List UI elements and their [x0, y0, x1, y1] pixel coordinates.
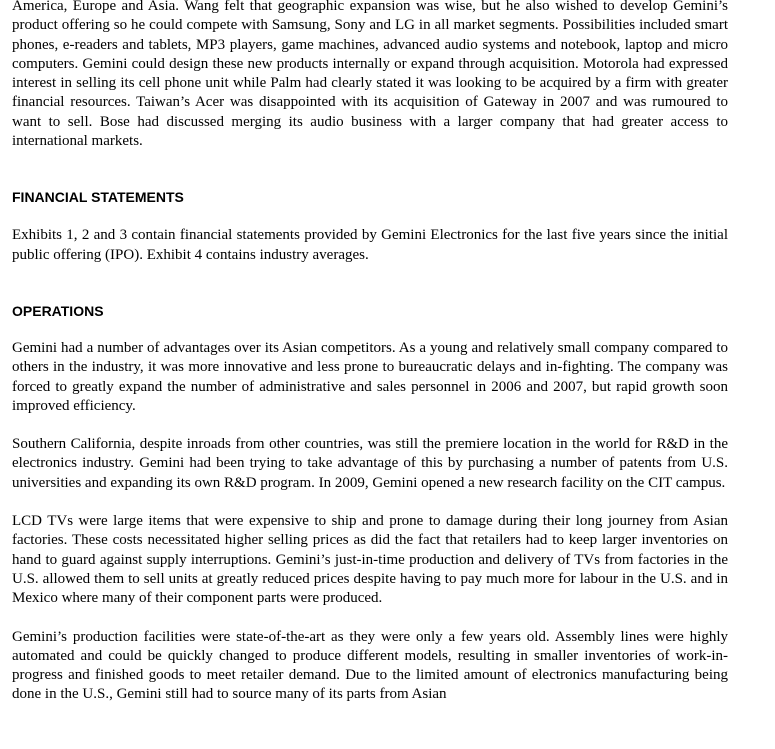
financial-statements-heading: FINANCIAL STATEMENTS [12, 189, 184, 206]
operations-paragraph: Gemini had a number of advantages over its Asian competitors. As a young and relatively small company compared to others in the industry, it was more innovative and less prone to bureaucratic delays and in-fighting. The company was forced to greatly expand the number of administrative and sales personnel in 2006 and 2007, but rapid growth soon improved efficiency. [12, 339, 728, 414]
operations-heading: OPERATIONS [12, 302, 104, 319]
intro-paragraph: America, Europe and Asia. Wang felt that geographic expansion was wise, but he also wished to develop Gemini’s product offering so he could compete with Samsung, Sony and LG in all market segments. Possibilities included smart phones, e-readers and tablets, MP3 players, game machines, advanced audio systems and notebook, laptop and micro computers. Gemini could design these new products internally or expand through acquisition. Motorola had expressed interest in selling its cell phone unit while Palm had clearly stated it was looking to be acquired by a firm with greater financial resources. Taiwan’s Acer was disappointed with its acquisition of Gateway in 2007 and was rumoured to want to sell. Bose had discussed merging its audio business with a larger company that had greater access to international markets. [12, 0, 728, 150]
operations-paragraph: LCD TVs were large items that were expensive to ship and prone to damage during their long journey from Asian factories. These costs necessitated higher selling prices as did the fact that retailers had to keep larger inventories on hand to guard against supply interruptions. Gemini’s just-in-time production and delivery of TVs from factories in the U.S. allowed them to sell units at greatly reduced prices despite having to pay much more for labour in the U.S. and in Mexico where many of their component parts were produced. [12, 513, 728, 607]
financial-statements-paragraph: Exhibits 1, 2 and 3 contain financial statements provided by Gemini Electronics for the last five years since the initial public offering (IPO). Exhibit 4 contains industry averages. [12, 227, 728, 263]
operations-paragraph: Southern California, despite inroads from other countries, was still the premiere location in the world for R&D in the electronics industry. Gemini had been trying to take advantage of this by purchasing a number of patents from U.S. universities and expanding its own R&D program. In 2009, Gemini opened a new research facility on the CIT campus. [12, 436, 728, 491]
document-page [12, 0, 728, 705]
operations-paragraph: Gemini’s production facilities were state-of-the-art as they were only a few years old. Assembly lines were highly automated and could be quickly changed to produce different models, resulting in smaller inventories of work-in-progress and finished goods to meet retailer demand. Due to the limited amount of electronics manufacturing being done in the U.S., Gemini still had to source many of its parts from Asian [12, 628, 728, 703]
